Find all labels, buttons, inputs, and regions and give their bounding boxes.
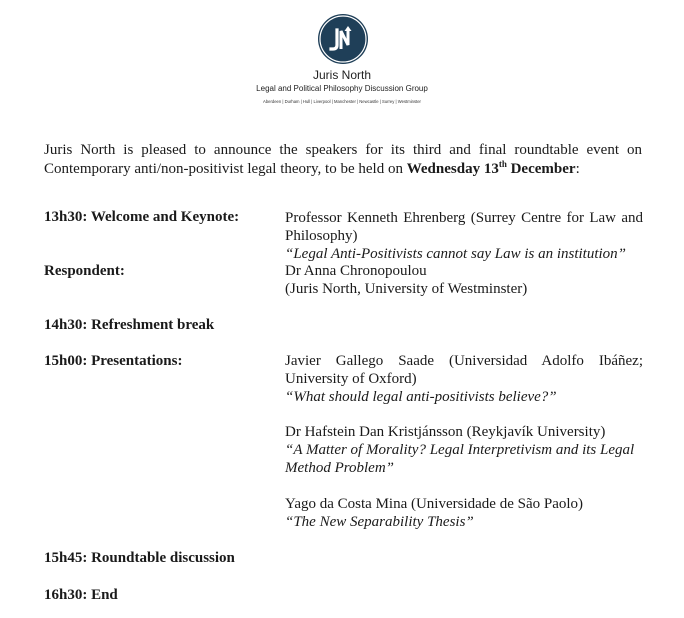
event-date-month: December [506, 161, 576, 177]
event-date [407, 161, 576, 177]
org-subtitle: Legal and Political Philosophy Discussion Group [256, 84, 428, 93]
presentation-2 [285, 423, 643, 477]
presentation-3 [285, 495, 643, 531]
end-label: 16h30: End [44, 587, 118, 603]
roundtable-label: 15h45: Roundtable discussion [44, 550, 235, 566]
presentation-speaker: Dr Hafstein Dan Kristjánsson (Reykjavík University) [285, 424, 606, 440]
break-label: 14h30: Refreshment break [44, 317, 215, 333]
welcome-detail [285, 209, 643, 263]
event-date-suffix: th [498, 159, 507, 169]
org-name: Juris North [312, 68, 371, 82]
presentation-speaker: Javier Gallego Saade (Universidad Adolfo Ibáñez; University of Oxford) [285, 353, 643, 387]
respondent-speaker: Dr Anna Chronopoulou [285, 263, 427, 279]
event-date-day: Wednesday 13 [406, 161, 499, 177]
respondent-affiliation: (Juris North, University of Westminster) [285, 281, 528, 297]
presentation-title: “What should legal anti-positivists believe?” [285, 389, 557, 405]
presentation-title: “A Matter of Morality? Legal Interpretivism and its Legal Method Problem” [285, 442, 635, 476]
respondent-detail [285, 262, 643, 298]
presentations-label: 15h00: Presentations: [44, 353, 183, 369]
intro-text: Juris North is pleased to announce the speakers for its third and final roundtable event on Contemporary anti/non-positivist legal theory, to be held on [44, 142, 642, 177]
org-cities: Aberdeen | Durham | Hull | Liverpool | Manchester | Newcastle | Surrey | Westminster [263, 99, 421, 104]
intro-paragraph [44, 141, 642, 179]
welcome-label: 13h30: Welcome and Keynote: [44, 209, 240, 225]
presentation-1 [285, 352, 643, 406]
welcome-talk-title: “Legal Anti-Positivists cannot say Law is an institution” [285, 246, 627, 262]
welcome-speaker: Professor Kenneth Ehrenberg (Surrey Centre for Law and Philosophy) [285, 210, 643, 244]
jn-monogram-logo [318, 14, 368, 64]
intro-colon: : [575, 161, 580, 177]
respondent-label: Respondent: [44, 263, 125, 279]
presentation-title: “The New Separability Thesis” [285, 514, 474, 530]
jn-logo-icon [318, 14, 368, 64]
presentation-speaker: Yago da Costa Mina (Universidade de São Paolo) [285, 496, 584, 512]
